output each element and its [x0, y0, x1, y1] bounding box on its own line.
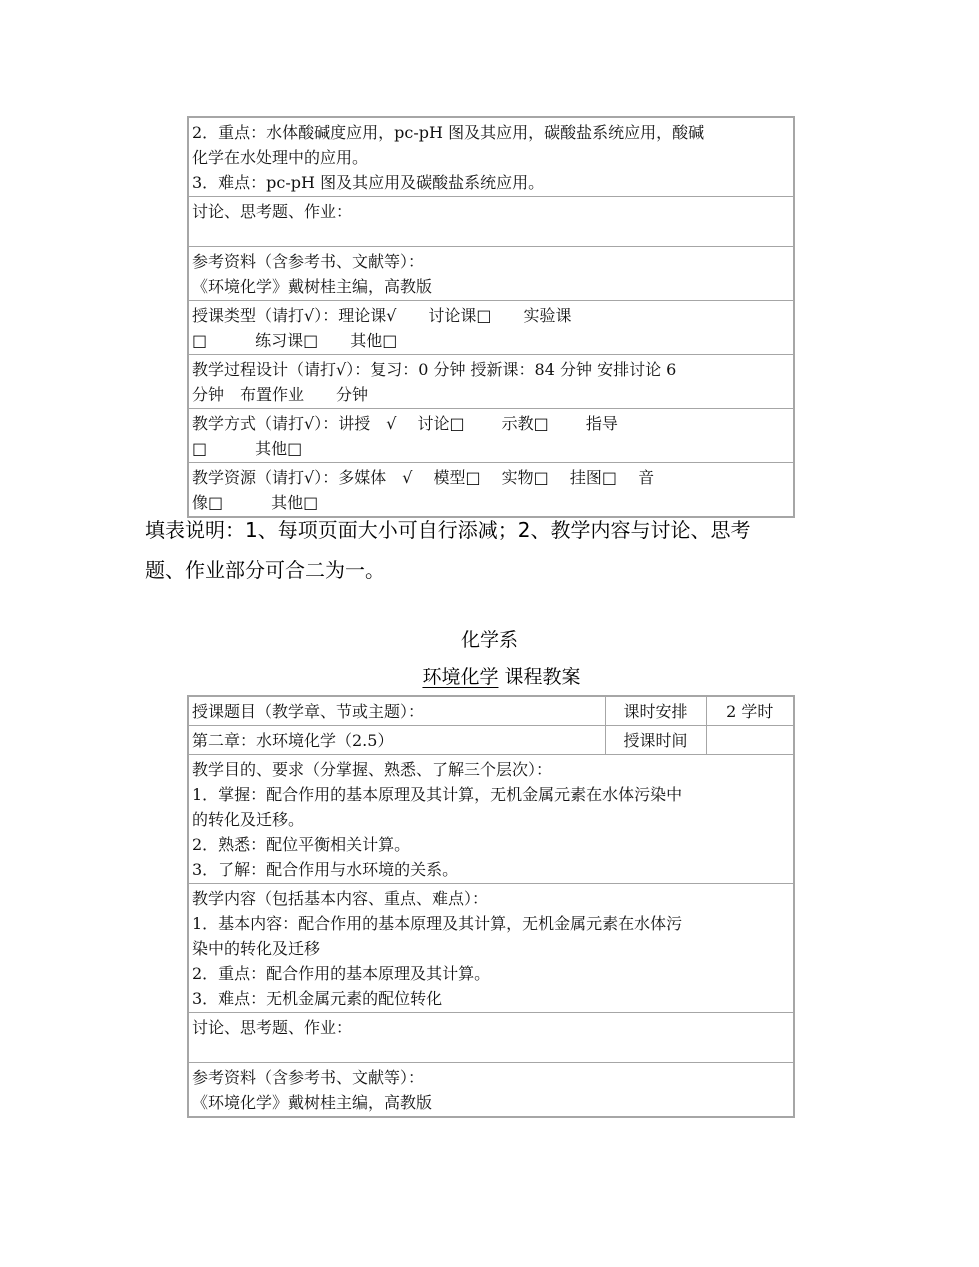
- topic-label-cell: 授课题目（教学章、节或主题）：: [188, 696, 605, 726]
- objectives-row: [188, 755, 794, 884]
- resources-line: 教学资源（请打√）：多媒体 √ 模型□ 实物□ 挂图□ 音: [192, 468, 655, 487]
- lesson-plan-table-continued: [187, 116, 795, 518]
- course-title-suffix: 课程教案: [504, 666, 581, 688]
- topic-row: [188, 696, 794, 726]
- lesson-plan-table: [187, 695, 795, 1118]
- key-points-line: 化学在水处理中的应用。: [192, 148, 369, 167]
- form-instructions-line: 填表说明：1、每项页面大小可自行添减；2、教学内容与讨论、思考: [145, 518, 751, 542]
- content-row: [188, 884, 794, 1013]
- discussion-cell: [188, 197, 794, 247]
- lesson-type-row: [188, 301, 794, 355]
- content-cell: [188, 884, 794, 1013]
- key-points-row: [188, 117, 794, 197]
- resources-line: 像□ 其他□: [192, 493, 319, 512]
- references-label: 参考资料（含参考书、文献等）：: [192, 252, 425, 271]
- content-line: 3．难点：无机金属元素的配位转化: [192, 989, 443, 1008]
- discussion-label: 讨论、思考题、作业：: [192, 1018, 353, 1037]
- references-item: 《环境化学》戴树桂主编，高教版: [192, 1093, 433, 1112]
- chapter-row: [188, 726, 794, 755]
- references-row: [188, 247, 794, 301]
- method-line: □ 其他□: [192, 439, 303, 458]
- resources-row: [188, 463, 794, 518]
- references-cell: [188, 1063, 794, 1118]
- form-instructions: [145, 510, 815, 590]
- references-label: 参考资料（含参考书、文献等）：: [192, 1068, 425, 1087]
- time-value-cell[interactable]: [706, 726, 794, 755]
- discussion-cell: [188, 1013, 794, 1063]
- key-points-cell: [188, 117, 794, 197]
- hours-value-cell: 2 学时: [706, 696, 794, 726]
- method-row: [188, 409, 794, 463]
- method-cell: [188, 409, 794, 463]
- hours-label-cell: 课时安排: [605, 696, 706, 726]
- form-instructions-line: 题、作业部分可合二为一。: [145, 558, 385, 582]
- objectives-line: 1．掌握：配合作用的基本原理及其计算，无机金属元素在水体污染中: [192, 785, 683, 804]
- course-title: [0, 662, 979, 689]
- discussion-row: [188, 1013, 794, 1063]
- key-points-line: 3．难点：pc-pH 图及其应用及碳酸盐系统应用。: [192, 173, 545, 192]
- course-name-text: 环境化学: [422, 666, 499, 688]
- objectives-cell: [188, 755, 794, 884]
- objectives-line: 3．了解：配合作用与水环境的关系。: [192, 860, 459, 879]
- content-line: 染中的转化及迁移: [192, 939, 321, 958]
- content-line: 1．基本内容：配合作用的基本原理及其计算，无机金属元素在水体污: [192, 914, 683, 933]
- content-line: 2．重点：配合作用的基本原理及其计算。: [192, 964, 491, 983]
- time-label-cell: 授课时间: [605, 726, 706, 755]
- process-line: 教学过程设计（请打√）：复习：0 分钟 授新课：84 分钟 安排讨论 6: [192, 360, 677, 379]
- objectives-line: 教学目的、要求（分掌握、熟悉、了解三个层次）：: [192, 760, 553, 779]
- lesson-type-line: 授课类型（请打√）：理论课√ 讨论课□ 实验课: [192, 306, 572, 325]
- method-line: 教学方式（请打√）：讲授 √ 讨论□ 示教□ 指导: [192, 414, 618, 433]
- objectives-line: 的转化及迁移。: [192, 810, 305, 829]
- references-cell: [188, 247, 794, 301]
- references-item: 《环境化学》戴树桂主编，高教版: [192, 277, 433, 296]
- process-row: [188, 355, 794, 409]
- chapter-cell: 第二章：水环境化学（2.5）: [188, 726, 605, 755]
- content-line: 教学内容（包括基本内容、重点、难点）：: [192, 889, 489, 908]
- discussion-label: 讨论、思考题、作业：: [192, 202, 353, 221]
- course-name: [398, 666, 498, 688]
- process-cell: [188, 355, 794, 409]
- resources-cell: [188, 463, 794, 518]
- lesson-type-cell: [188, 301, 794, 355]
- lesson-type-line: □ 练习课□ 其他□: [192, 331, 398, 350]
- key-points-line: 2．重点：水体酸碱度应用，pc-pH 图及其应用，碳酸盐系统应用，酸碱: [192, 123, 705, 142]
- department-heading: 化学系: [460, 629, 518, 651]
- discussion-row: [188, 197, 794, 247]
- objectives-line: 2．熟悉：配位平衡相关计算。: [192, 835, 411, 854]
- process-line: 分钟 布置作业 分钟: [192, 385, 369, 404]
- references-row: [188, 1063, 794, 1118]
